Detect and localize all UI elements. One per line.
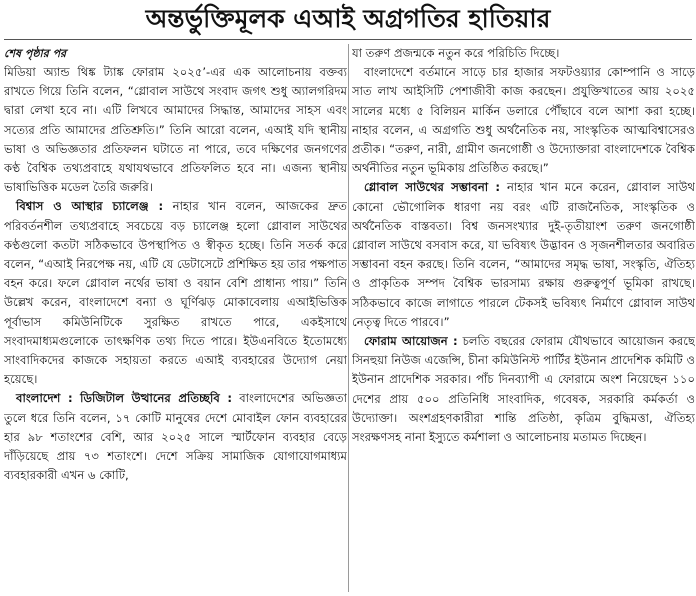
subheading-trust-challenge: বিশ্বাস ও আস্থার চ্যালেঞ্জ : xyxy=(16,199,164,214)
left-section-trust xyxy=(4,197,347,389)
right-paragraph-1: যা তরুণ প্রজন্মকে নতুন করে পরিচিতি দিচ্ছে। xyxy=(352,46,560,60)
left-paragraph-1: মিডিয়া অ্যান্ড থিঙ্ক ট্যাঙ্ক ফোরাম ২০২৫’-এর এক আলোচনায় বক্তব্য রাখতে গিয়ে তিনি বলেন, “গ্লোবাল সাউথে সংবাদ জগৎ শুধু অ্যালগরিদম দ্বারা লেখা হবে না। এটি লিখবে আমাদের সিদ্ধান্ত, আমাদের সাহস এবং সত্যের প্রতি আমাদের প্রতিশ্রুতি।” তিনি আরো বলেন, এআই যদি স্থানীয় ভাষা ও অভিজ্ঞতার প্রতিফলন ঘটাতে না পারে, তবে দক্ষিণের জনগণের কণ্ঠ বৈশ্বিক তথ্যপ্রবাহে যথাযথভাবে প্রতিফলিত হবে না। এজন্য স্থানীয় ভাষাভিত্তিক মডেল তৈরি জরুরি। xyxy=(4,65,347,195)
right-section-potential-text: নাহার খান মনে করেন, গ্লোবাল সাউথ কোনো ভৌগোলিক ধারণা নয় বরং এটি রাজনৈতিক, সাংস্কৃতিক ও অর্থনৈতিক বাস্তবতা। বিশ্ব জনসংখ্যার দুই-তৃতীয়াংশ তরুণ জনগোষ্ঠী গ্লোবাল সাউথে বসবাস করে, যা ভবিষ্যৎ উদ্ভাবন ও সৃজনশীলতার অবারিত সম্ভাবনা বহন করছে। তিনি বলেন, “আমাদের সমৃদ্ধ ভাষা, সংস্কৃতি, ঐতিহ্য ও প্রাকৃতিক সম্পদ বৈশ্বিক ভারসাম্য রক্ষায় গুরুত্বপূর্ণ ভূমিকা রাখছে। সঠিকভাবে কাজে লাগাতে পারলে টেকসই ভবিষ্যৎ নির্মাণে গ্লোবাল সাউথ নেতৃত্ব দিতে পারবে।” xyxy=(352,180,695,329)
left-section-bangladesh-text: বাংলাদেশের অভিজ্ঞতা তুলে ধরে তিনি বলেন, ১৭ কোটি মানুষের দেশে মোবাইল ফোন ব্যবহারের হার ৯৮ শতাংশের বেশি, আর ২০২৫ সালে স্মার্টফোন ব্যবহার বেড়ে দাঁড়িয়েছে প্রায় ৭৩ শতাংশে। দেশে সক্রিয় সামাজিক যোগাযোগমাধ্যম ব্যবহারকারী এখন ৬ কোটি, xyxy=(4,391,347,483)
left-section-trust-text: নাহার খান বলেন, আজকের দ্রুত পরিবর্তনশীল তথ্যপ্রবাহে সবচেয়ে বড় চ্যালেঞ্জ হলো গ্লোবাল সাউথের কণ্ঠগুলো কতটা সঠিকভাবে উপস্থাপিত ও স্বীকৃত হচ্ছে। তিনি সতর্ক করে বলেন, “এআই নিরপেক্ষ নয়, এটি যে ডেটাসেটে প্রশিক্ষিত হয় তার পক্ষপাত বহন করে। ফলে গ্লোবাল নর্থের ভাষা ও বয়ান বেশি প্রাধান্য পায়।” তিনি উল্লেখ করেন, বাংলাদেশে বন্যা ও ঘূর্ণিঝড় মোকাবেলায় এআইভিত্তিক পূর্বাভাস কমিউনিটিকে সুরক্ষিত রাখতে পারে, একইসাথে সংবাদমাধ্যমগুলোকে তাৎক্ষণিক তথ্য দিতে পারে। ইউএনবিতে ইতোমধ্যে সাংবাদিকদের কাজকে সহায়তা করতে এআই ব্যবহারের উদ্যোগ নেয়া হয়েছে। xyxy=(4,199,347,387)
article-headline: অন্তর্ভুক্তিমূলক এআই অগ্রগতির হাতিয়ার xyxy=(145,4,551,33)
continued-label: শেষ পৃষ্ঠার পর xyxy=(4,47,67,60)
subheading-global-south-potential: গ্লোবাল সাউথের সম্ভাবনা : xyxy=(364,180,501,195)
column-divider xyxy=(348,44,349,592)
subheading-digital-rise: বাংলাদেশ : ডিজিটাল উত্থানের প্রতিচ্ছবি : xyxy=(16,391,232,406)
right-section-forum xyxy=(352,332,695,447)
left-section-bangladesh xyxy=(4,389,347,485)
right-column xyxy=(352,44,695,594)
left-column xyxy=(4,44,347,594)
right-section-forum-text: চলতি বছরের ফোরাম যৌথভাবে আয়োজন করছে সিনহুয়া নিউজ এজেন্সি, চীনা কমিউনিস্ট পার্টির ইউনান প্রাদেশিক কমিটি ও ইউনান প্রাদেশিক সরকার। পাঁচ দিনব্যাপী এ ফোরামে অংশ নিয়েছেন ১১০ দেশের প্রায় ৫০০ প্রতিনিধি সাংবাদিক, গবেষক, সরকারি কর্মকর্তা ও উদ্যোক্তা। অংশগ্রহণকারীরা শান্তি প্রতিষ্ঠা, কৃত্রিম বুদ্ধিমত্তা, ঐতিহ্য সংরক্ষণসহ নানা ইস্যুতে কর্মশালা ও আলোচনায় মতামত দিচ্ছেন। xyxy=(352,334,695,445)
right-paragraph-2: বাংলাদেশে বর্তমানে সাড়ে চার হাজার সফটওয়্যার কোম্পানি ও সাড়ে সাত লাখ আইসিটি পেশাজীবী কাজ করছেন। প্রযুক্তিখাতের আয় ২০২৫ সালের মধ্যে ৫ বিলিয়ন মার্কিন ডলারে পৌঁছাবে বলে আশা করা হচ্ছে। নাহার বলেন, এ অগ্রগতি শুধু অর্থনৈতিক নয়, সাংস্কৃতিক আত্মবিশ্বাসেরও প্রতীক। “তরুণ, নারী, গ্রামীণ জনগোষ্ঠী ও উদ্যোক্তারা বাংলাদেশকে বৈশ্বিক অর্থনীতির নতুন ভূমিকায় প্রতিষ্ঠিত করছে।” xyxy=(352,65,695,176)
right-section-potential xyxy=(352,178,695,332)
subheading-forum-organization: ফোরাম আয়োজন : xyxy=(364,334,458,349)
headline-rule xyxy=(4,39,692,40)
